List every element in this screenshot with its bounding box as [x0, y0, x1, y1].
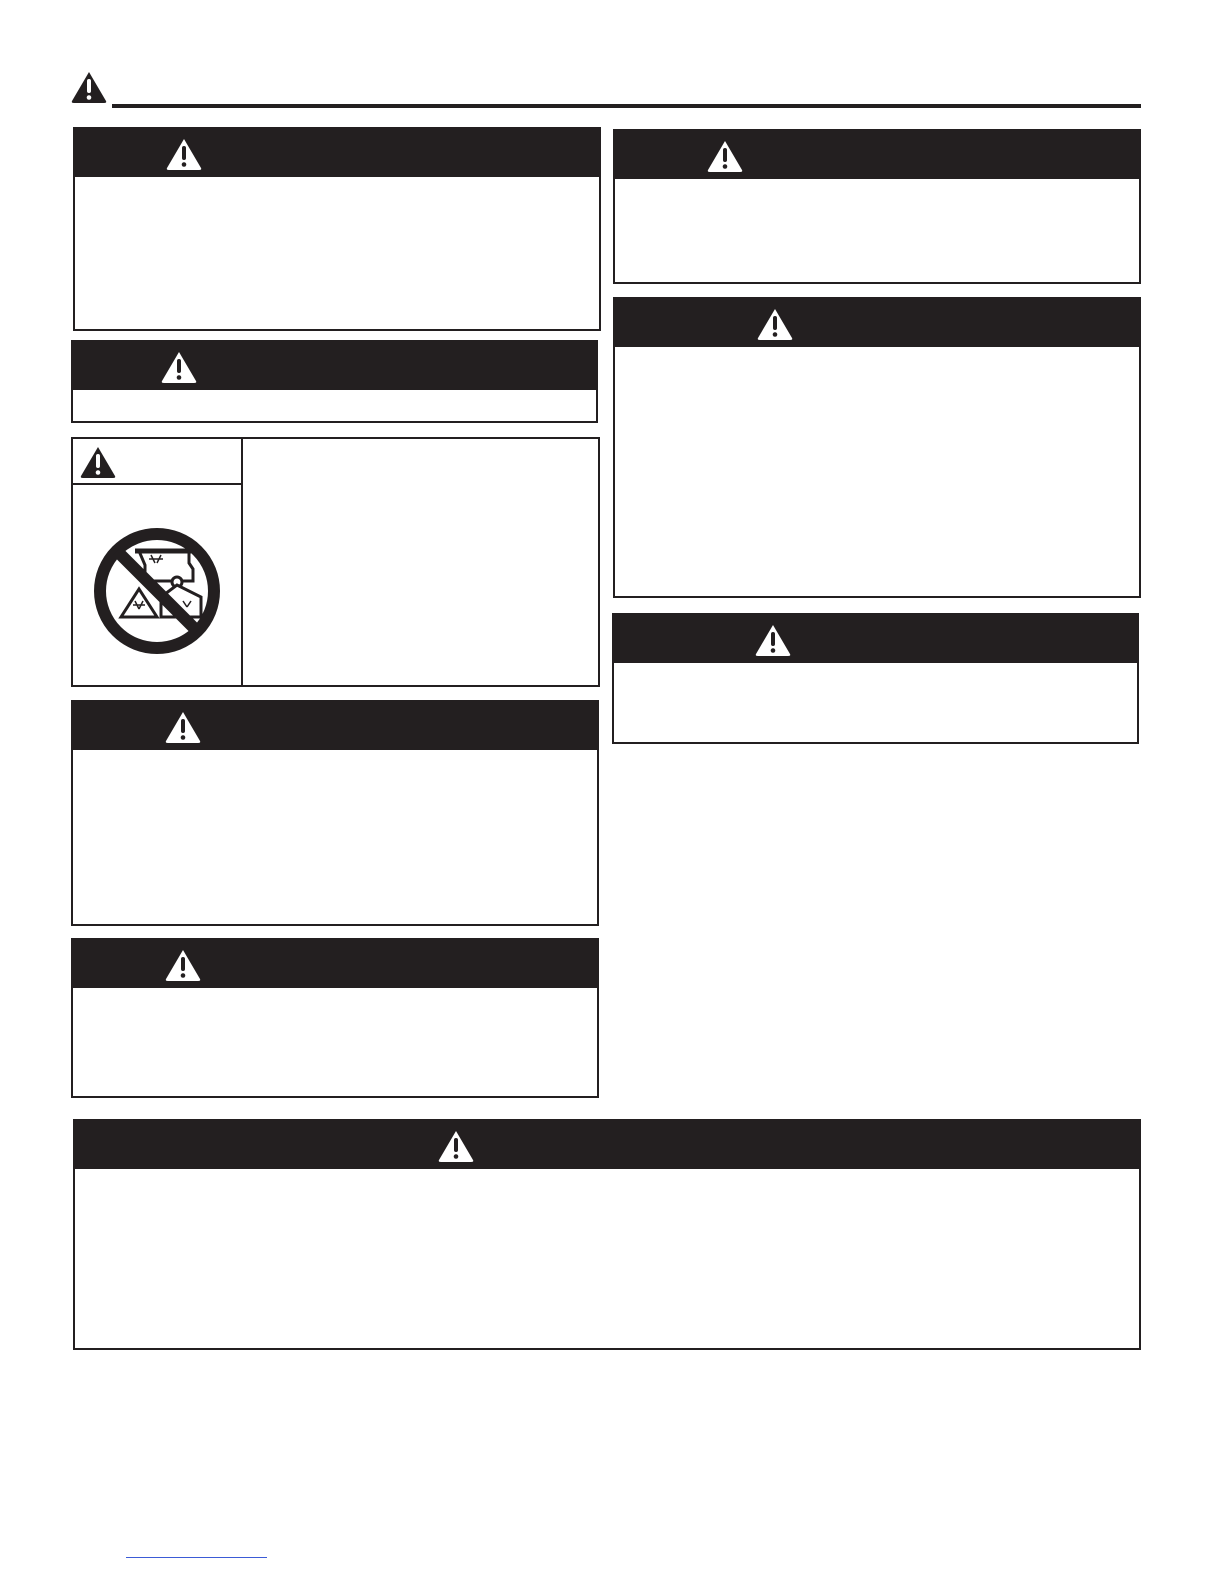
warning-triangle-icon [165, 137, 203, 171]
warning-triangle-icon [754, 623, 792, 657]
warning-triangle-icon [437, 1129, 475, 1163]
warning-bar [73, 342, 596, 390]
warning-box-wide [73, 1119, 1141, 1350]
warning-box-5 [613, 129, 1141, 284]
warning-triangle-icon [706, 139, 744, 173]
pictogram-label-cell [73, 439, 241, 485]
warning-body [614, 663, 1137, 742]
warning-bar [73, 940, 597, 988]
warning-bar [615, 131, 1139, 179]
no-use-in-vehicle-or-tent-icon [91, 525, 223, 657]
warning-box-3 [71, 700, 599, 926]
warning-bar [614, 615, 1137, 663]
header-rule [112, 104, 1141, 108]
warning-triangle-icon [70, 70, 108, 104]
warning-triangle-icon [160, 350, 198, 384]
warning-body [73, 390, 596, 421]
warning-triangle-icon [756, 307, 794, 341]
warning-box-pictogram [71, 437, 600, 687]
warning-box-4 [71, 938, 599, 1098]
warning-bar [75, 1121, 1139, 1169]
warning-body [615, 347, 1139, 596]
warning-triangle-icon [79, 445, 117, 479]
warning-body [615, 179, 1139, 282]
warning-body [75, 177, 599, 329]
warning-triangle-icon [164, 710, 202, 744]
warning-box-2 [71, 340, 598, 423]
warning-body [73, 988, 597, 1096]
warning-box-7 [612, 613, 1139, 744]
warning-bar [615, 299, 1139, 347]
footer-link-underline [126, 1557, 267, 1558]
warning-body [75, 1169, 1139, 1348]
warning-bar [73, 702, 597, 750]
warning-box-6 [613, 297, 1141, 598]
pictogram-text-area [243, 439, 598, 685]
warning-triangle-icon [164, 948, 202, 982]
warning-body [73, 750, 597, 924]
pictogram-panel [73, 439, 243, 685]
warning-box-1 [73, 127, 601, 331]
warning-bar [75, 129, 599, 177]
